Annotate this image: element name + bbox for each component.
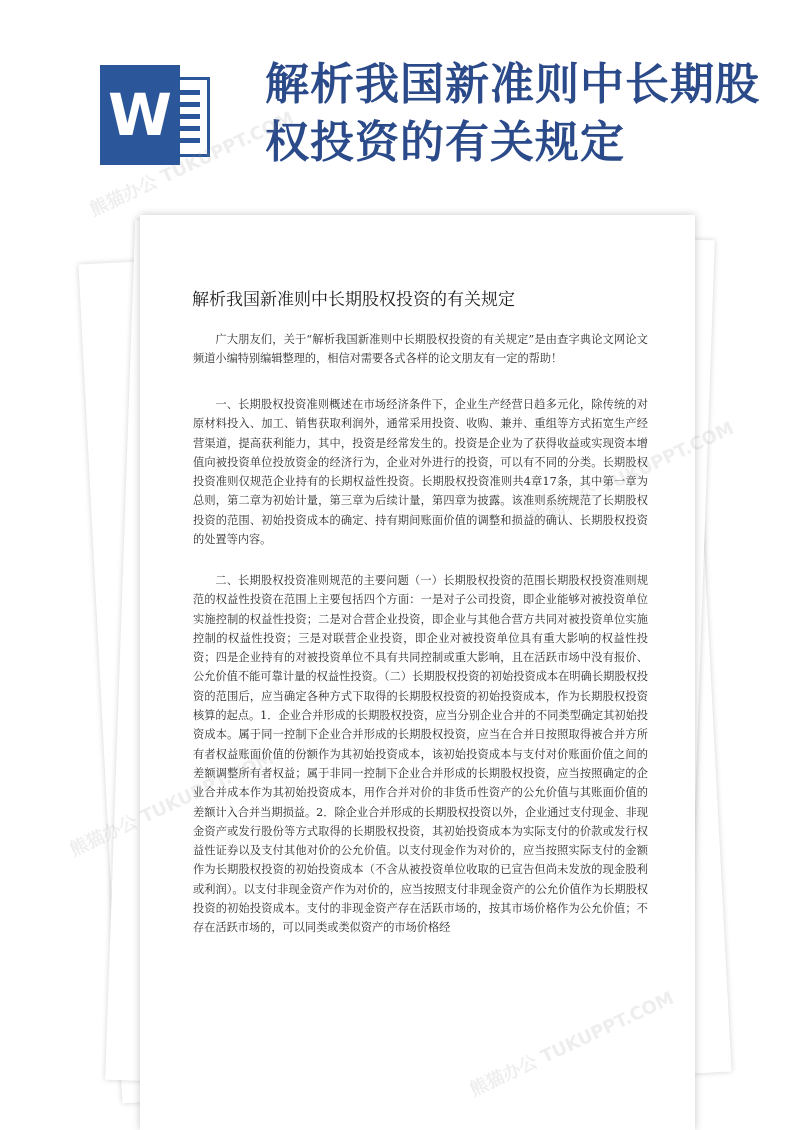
- paragraph-main-issues: 二、长期股权投资准则规范的主要问题（一）长期股权投资的范围长期股权投资准则规范的权益性投资在范围上主要包括四个方面：一是对子公司投资，即企业能够对被投资单位实施控制的权益性投资；二是对合营企业投资，即企业与其他合营方共同对被投资单位实施控制的权益性投资；三是对联营企业投资，即企业对被投资单位具有重大影响的权益性投资；四是企业持有的对被投资单位不具有共同控制或重大影响，且在活跃市场中没有报价、公允价值不能可靠计量的权益性投资。（二）长期股权投资的初始投资成本在明确长期股权投资的范围后，应当确定各种方式下取得的长期股权投资的初始投资成本，作为长期股权投资核算的起点。1．企业合并形成的长期股权投资，应当分别企业合并的不同类型确定其初始投资成本。属于同一控制下企业合并形成的长期股权投资，应当在合并日按照取得被合并方所有者权益账面价值的份额作为其初始投资成本，该初始投资成本与支付对价账面价值之间的差额调整所有者权益；属于非同一控制下企业合并形成的长期股权投资，应当按照确定的企业合并成本作为其初始投资成本，用作合并对价的非货币性资产的公允价值与其账面价值的差额计入合并当期损益。2．除企业合并形成的长期股权投资以外，企业通过支付现金、非现金资产或发行股份等方式取得的长期股权投资，其初始投资成本为实际支付的价款或发行权益性证券以及支付其他对价的公允价值。以支付现金作为对价的，应当按照实际支付的金额作为长期股权投资的初始投资成本（不含从被投资单位收取的已宣告但尚未发放的现金股利或利润）。以支付非现金资产作为对价的，应当按照支付非现金资产的公允价值作为长期股权投资的初始投资成本。支付的非现金资产存在活跃市场的，按其市场价格作为公允价值；不存在活跃市场的，可以同类或类似资产的市场价格经: [193, 574, 648, 935]
- banner: [0, 0, 800, 215]
- word-letter: W: [100, 65, 180, 165]
- document-title: 解析我国新准则中长期股权投资的有关规定: [192, 290, 515, 310]
- paragraph-overview: 一、长期股权投资准则概述在市场经济条件下，企业生产经营日趋多元化，除传统的对原材料投入、加工、销售获取利润外，通常采用投资、收购、兼并、重组等方式拓宽生产经营渠道，提高获利能力，其中，投资是经常发生的。投资是企业为了获得收益或实现资本增值向被投资单位投放资金的经济行为，企业对外进行的投资，可以有不同的分类。长期股权投资准则仅规范企业持有的长期权益性投资。长期股权投资准则共4章17条，其中第一章为总则，第二章为初始计量，第三章为后续计量，第四章为披露。该准则系统规范了长期股权投资的范围、初始投资成本的确定、持有期间账面价值的调整和损益的确认、长期股权投资的处置等内容。: [193, 398, 648, 547]
- banner-title: 解析我国新准则中长期股权投资的有关规定: [265, 59, 760, 168]
- document-page: [140, 215, 695, 1130]
- word-icon: [100, 65, 220, 165]
- watermark: 熊猫办公: [66, 811, 141, 861]
- paragraph-intro: 广大朋友们，关于“解析我国新准则中长期股权投资的有关规定”是由查字典论文网论文频道小编特别编辑整理的，相信对需要各式各样的论文朋友有一定的帮助！: [193, 333, 648, 366]
